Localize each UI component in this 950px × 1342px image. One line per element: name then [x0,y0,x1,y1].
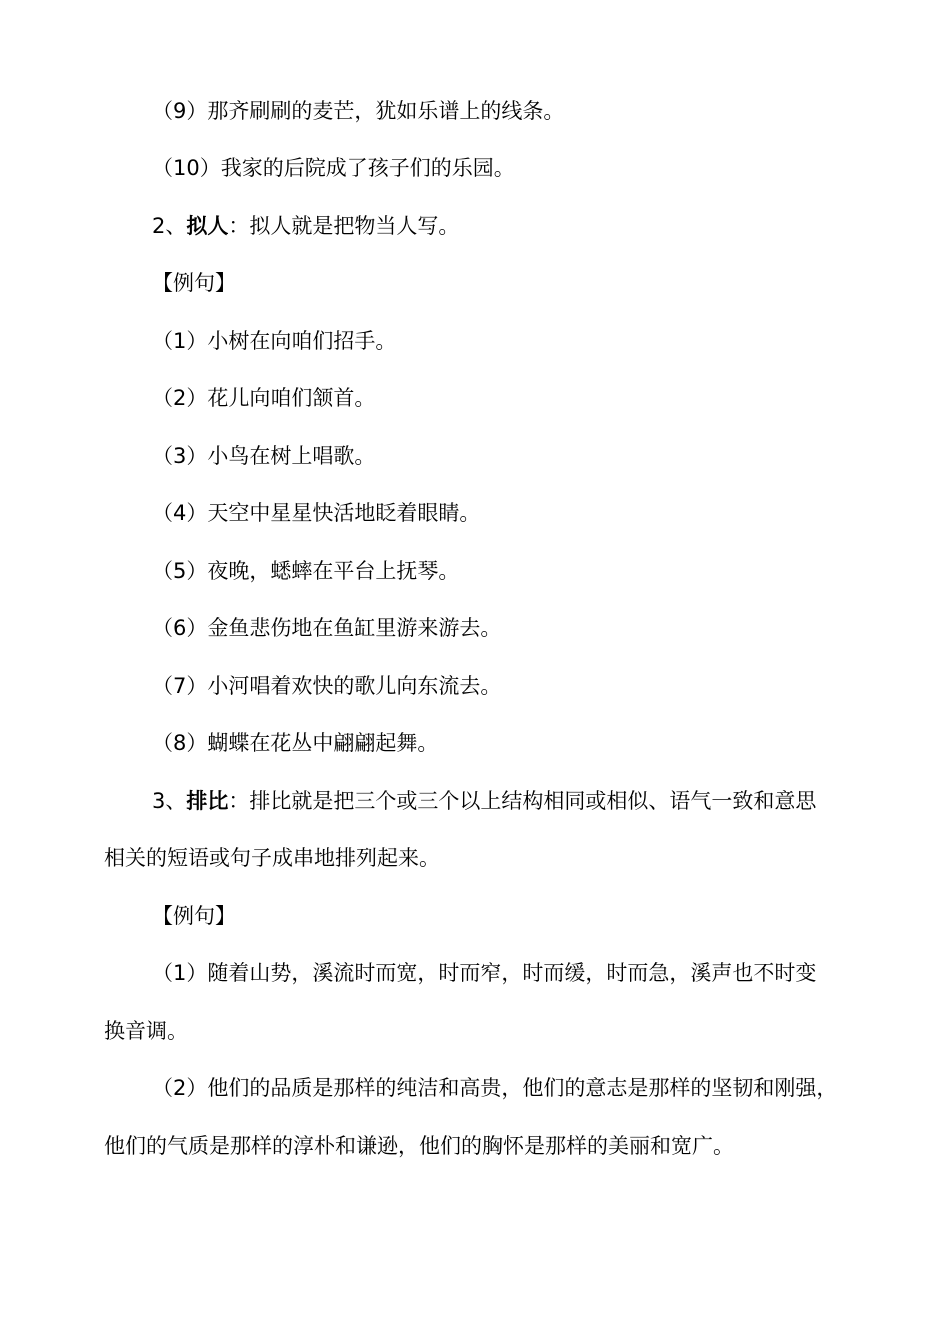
section-number: 2、 [152,214,187,238]
section-definition: ：排比就是把三个或三个以上结构相同或相似、语气一致和意思 [228,789,817,813]
example-heading: 【例句】 [152,271,236,295]
section-personification-heading [152,211,459,241]
personification-example-5: （5）夜晚，蟋蟀在平台上抚琴。 [152,559,460,583]
section-definition-continued: 相关的短语或句子成串地排列起来。 [104,846,440,870]
personification-example-3: （3）小鸟在树上唱歌。 [152,444,376,468]
section-number: 3、 [152,789,187,813]
personification-example-2: （2）花儿向咱们颔首。 [152,386,376,410]
personification-example-7: （7）小河唱着欢快的歌儿向东流去。 [152,674,502,698]
parallelism-example-2-continued: 他们的气质是那样的淳朴和谦逊，他们的胸怀是那样的美丽和宽广。 [104,1134,734,1158]
parallelism-example-2: （2）他们的品质是那样的纯洁和高贵，他们的意志是那样的坚韧和刚强， [152,1076,838,1100]
example-heading: 【例句】 [152,904,236,928]
personification-example-4: （4）天空中星星快活地眨着眼睛。 [152,501,481,525]
section-term: 排比 [186,789,229,813]
parallelism-example-1: （1）随着山势，溪流时而宽，时而窄，时而缓，时而急，溪声也不时变 [152,961,817,985]
section-parallelism-heading [152,786,816,816]
personification-example-1: （1）小树在向咱们招手。 [152,329,397,353]
personification-example-8: （8）蝴蝶在花丛中翩翩起舞。 [152,731,439,755]
personification-example-6: （6）金鱼悲伤地在鱼缸里游来游去。 [152,616,502,640]
metaphor-example-9: （9）那齐刷刷的麦芒，犹如乐谱上的线条。 [152,99,565,123]
section-definition: ：拟人就是把物当人写。 [228,214,460,238]
metaphor-example-10: （10）我家的后院成了孩子们的乐园。 [152,156,515,180]
section-term: 拟人 [186,214,229,238]
parallelism-example-1-continued: 换音调。 [104,1019,188,1043]
